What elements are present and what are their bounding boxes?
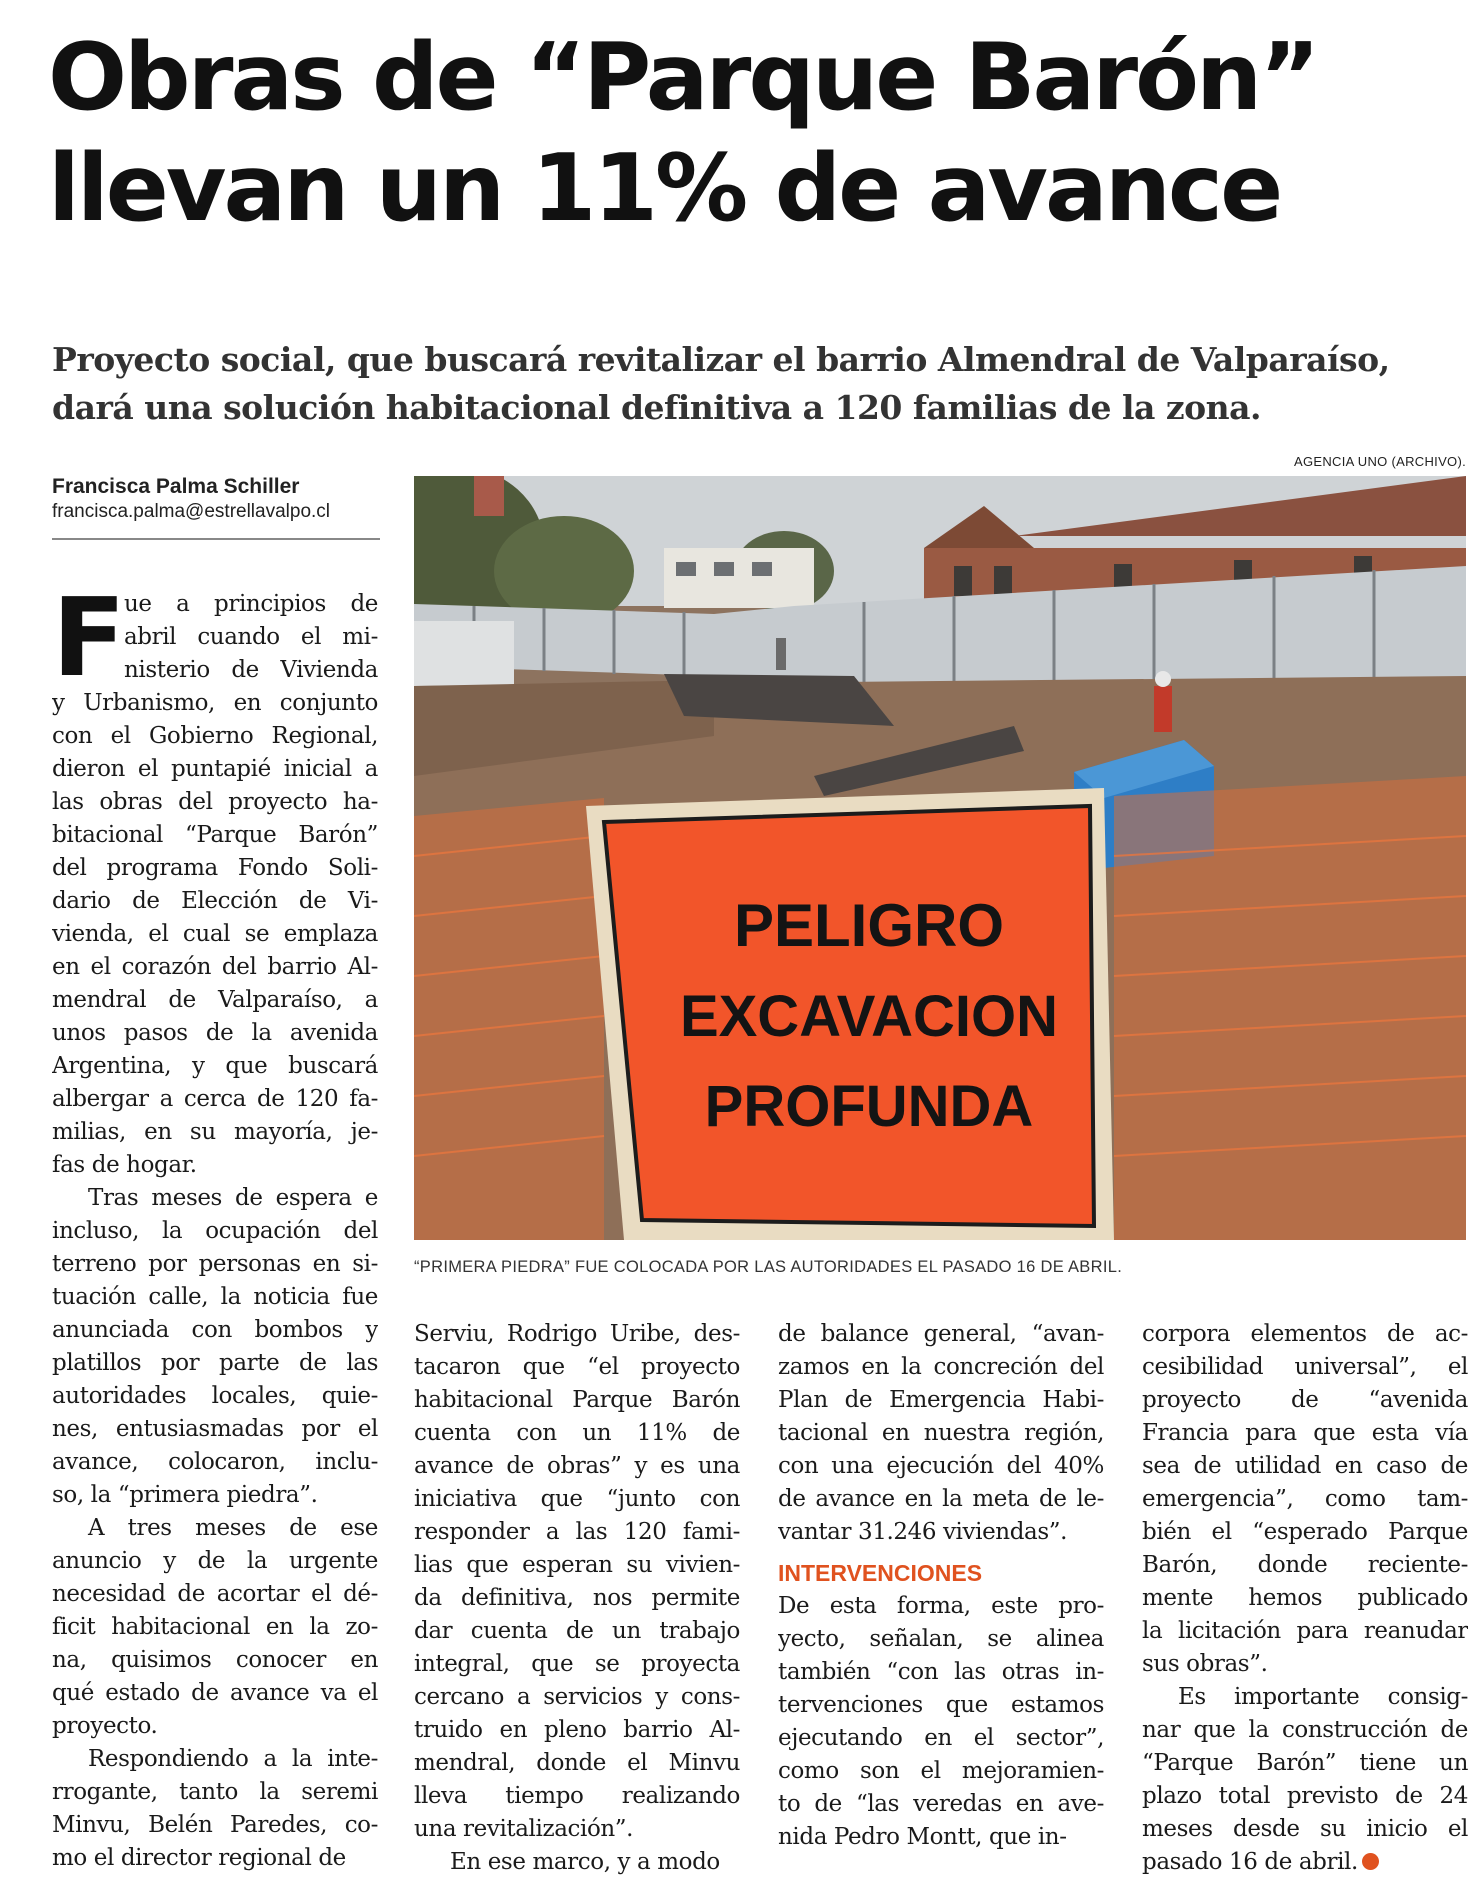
article-line: avance, colocaron, inclu-	[52, 1449, 378, 1475]
article-line: incluso, la ocupación del	[52, 1218, 378, 1244]
article-line: sus obras”.	[1142, 1651, 1268, 1677]
article-column-4	[1142, 1318, 1468, 1879]
article-line: zamos en la concreción del	[778, 1354, 1104, 1380]
article-column-2	[414, 1318, 740, 1879]
article-line: Francia para que esta vía	[1142, 1420, 1468, 1446]
photo-caption: “PRIMERA PIEDRA” FUE COLOCADA POR LAS AUTORIDADES EL PASADO 16 DE ABRIL.	[414, 1258, 1123, 1276]
article-line: abril cuando el mi-	[124, 624, 378, 650]
article-line: unos pasos de la avenida	[52, 1020, 378, 1046]
subheadline	[52, 336, 1452, 432]
article-line: fas de hogar.	[52, 1152, 197, 1178]
article-photo	[414, 476, 1466, 1240]
article-line: como son el mejoramien-	[778, 1758, 1104, 1784]
article-line: dieron el puntapié inicial a	[52, 756, 378, 782]
article-line: na, quisimos conocer en	[52, 1647, 378, 1673]
article-line: las obras del proyecto ha-	[52, 789, 378, 815]
article-line: Barón, donde reciente-	[1142, 1552, 1468, 1578]
subheadline-line-2: dará una solución habitacional definitiva a 120 familias de la zona.	[52, 388, 1261, 427]
article-line: anunciada con bombos y	[52, 1317, 378, 1343]
article-end-icon	[1362, 1853, 1379, 1870]
article-line: Serviu, Rodrigo Uribe, des-	[414, 1321, 740, 1347]
drop-cap: F	[52, 576, 126, 701]
article-line: mendral, donde el Minvu	[414, 1750, 740, 1776]
article-line: avance de obras” y es una	[414, 1453, 740, 1479]
article-line: corpora elementos de ac-	[1142, 1321, 1468, 1347]
article-line: ue a principios de	[124, 591, 378, 617]
article-line: nisterio de Vivienda	[124, 657, 378, 683]
article-line: tacional en nuestra región,	[778, 1420, 1104, 1446]
article-line: ejecutando en el sector”,	[778, 1725, 1104, 1751]
article-line: necesidad de acortar el dé-	[52, 1581, 378, 1607]
article-line: emergencia”, como tam-	[1142, 1486, 1468, 1512]
article-line: en el corazón del barrio Al-	[52, 954, 378, 980]
article-line: del programa Fondo Soli-	[52, 855, 378, 881]
article-line: da definitiva, nos permite	[414, 1585, 740, 1611]
article-line: responder a las 120 fami-	[414, 1519, 740, 1545]
article-line: Tras meses de espera e	[88, 1185, 378, 1211]
article-line: truido en pleno barrio Al-	[414, 1717, 740, 1743]
article-line: con una ejecución del 40%	[778, 1453, 1104, 1479]
article-line: con el Gobierno Regional,	[52, 723, 378, 749]
article-line: so, la “primera piedra”.	[52, 1482, 318, 1508]
article-line: platillos por parte de las	[52, 1350, 378, 1376]
article-line: “Parque Barón” tiene un	[1142, 1750, 1468, 1776]
column-2-text	[414, 1318, 740, 1879]
byline-divider	[52, 538, 380, 540]
article-line: En ese marco, y a modo	[450, 1849, 720, 1875]
article-line: pasado 16 de abril.	[1142, 1846, 1468, 1879]
article-line: mo el director regional de	[52, 1845, 346, 1871]
article-line: terreno por personas en si-	[52, 1251, 378, 1277]
article-line: una revitalización”.	[414, 1816, 634, 1842]
headline-line-2: llevan un 11% de avance	[48, 134, 1281, 242]
article-column-1	[52, 576, 378, 1875]
byline	[52, 474, 380, 524]
article-line: iniciativa que “junto con	[414, 1486, 740, 1512]
article-line: rrogante, tanto la seremi	[52, 1779, 378, 1805]
headline-line-1: Obras de “Parque Barón”	[48, 23, 1318, 131]
article-column-3	[778, 1318, 1104, 1854]
article-line: autoridades locales, quie-	[52, 1383, 378, 1409]
article-line: la licitación para reanudar	[1142, 1618, 1468, 1644]
sign-text-line-3: PROFUNDA	[704, 1074, 1034, 1139]
article-line: A tres meses de ese	[88, 1515, 378, 1541]
article-line: cesibilidad universal”, el	[1142, 1354, 1468, 1380]
article-line: y Urbanismo, en conjunto	[52, 690, 378, 716]
article-line: mente hemos publicado	[1142, 1585, 1468, 1611]
article-line: bitacional “Parque Barón”	[52, 822, 378, 848]
column-1-text	[52, 576, 378, 1875]
article-line: tacaron que “el proyecto	[414, 1354, 740, 1380]
article-line: lleva tiempo realizando	[414, 1783, 740, 1809]
article-line: proyecto de “avenida	[1142, 1387, 1468, 1413]
article-line: mendral de Valparaíso, a	[52, 987, 378, 1013]
article-line: nida Pedro Montt, que in-	[778, 1824, 1067, 1850]
article-line: ficit habitacional en la zo-	[52, 1614, 378, 1640]
article-line: plazo total previsto de 24	[1142, 1783, 1468, 1809]
column-3-text-bottom	[778, 1590, 1104, 1854]
article-line: de avance en la meta de le-	[778, 1486, 1104, 1512]
subheadline-line-1: Proyecto social, que buscará revitalizar el barrio Almendral de Valparaíso,	[52, 340, 1390, 379]
article-line: sea de utilidad en caso de	[1142, 1453, 1468, 1479]
construction-site-illustration	[414, 476, 1466, 1240]
article-line: cercano a servicios y cons-	[414, 1684, 740, 1710]
article-line: milias, en su mayoría, je-	[52, 1119, 378, 1145]
article-line: lias que esperan su vivien-	[414, 1552, 740, 1578]
article-line: habitacional Parque Barón	[414, 1387, 740, 1413]
article-line: tervenciones que estamos	[778, 1692, 1104, 1718]
article-line: dar cuenta de un trabajo	[414, 1618, 740, 1644]
column-3-text-top	[778, 1318, 1104, 1549]
article-line: tuación calle, la noticia fue	[52, 1284, 378, 1310]
column-4-text	[1142, 1318, 1468, 1879]
article-line: dario de Elección de Vi-	[52, 888, 378, 914]
article-line: vantar 31.246 viviendas”.	[778, 1519, 1068, 1545]
article-line: nar que la construcción de	[1142, 1717, 1468, 1743]
article-line: cuenta con un 11% de	[414, 1420, 740, 1446]
article-line: también “con las otras in-	[778, 1659, 1104, 1685]
article-line: Es importante consig-	[1178, 1684, 1468, 1710]
article-line: vienda, el cual se emplaza	[52, 921, 378, 947]
article-line: albergar a cerca de 120 fa-	[52, 1086, 378, 1112]
article-line: qué estado de avance va el	[52, 1680, 378, 1706]
photo-credit: AGENCIA UNO (ARCHIVO).	[1293, 454, 1466, 469]
sign-text-line-1: PELIGRO	[733, 892, 1005, 959]
article-line: bién el “esperado Parque	[1142, 1519, 1468, 1545]
article-line: nes, entusiasmadas por el	[52, 1416, 378, 1442]
headline	[48, 22, 1448, 244]
article-line: meses desde su inicio el	[1142, 1816, 1468, 1842]
article-line: anuncio y de la urgente	[52, 1548, 378, 1574]
byline-author: Francisca Palma Schiller	[52, 475, 300, 498]
article-line: proyecto.	[52, 1713, 158, 1739]
article-line: de balance general, “avan-	[778, 1321, 1104, 1347]
article-line: Plan de Emergencia Habi-	[778, 1387, 1104, 1413]
article-line: De esta forma, este pro-	[778, 1593, 1104, 1619]
byline-email[interactable]: francisca.palma@estrellavalpo.cl	[52, 501, 331, 522]
article-line: Argentina, y que buscará	[52, 1053, 378, 1079]
article-line: Respondiendo a la inte-	[88, 1746, 378, 1772]
article-line: to de “las veredas en ave-	[778, 1791, 1104, 1817]
article-line: yecto, señalan, se alinea	[778, 1626, 1104, 1652]
sign-text-line-2: EXCAVACION	[679, 984, 1059, 1049]
section-heading: INTERVENCIONES	[778, 1560, 983, 1586]
article-line: Minvu, Belén Paredes, co-	[52, 1812, 378, 1838]
article-line: integral, que se proyecta	[414, 1651, 740, 1677]
